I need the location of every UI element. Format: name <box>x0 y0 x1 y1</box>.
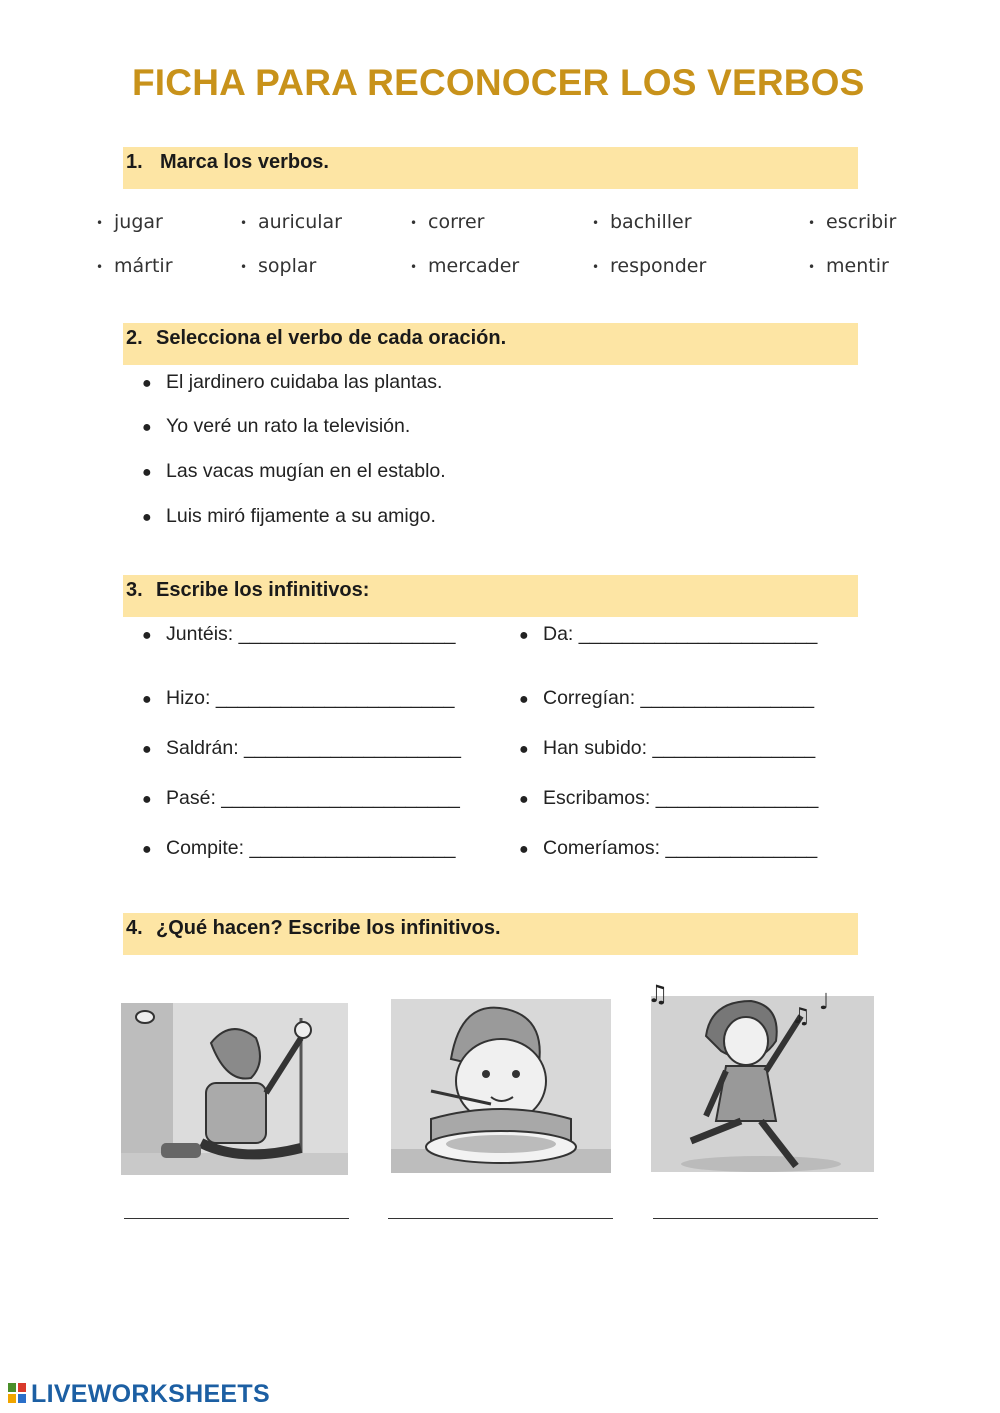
word-option[interactable]: • bachiller <box>592 211 692 233</box>
word-option[interactable]: • mercader <box>410 255 520 277</box>
sentence-item[interactable]: ● Yo veré un rato la televisión. <box>142 415 411 437</box>
infinitive-field[interactable]: ● Escribamos: _______________ <box>519 787 819 809</box>
infinitive-field[interactable]: ● Da: ______________________ <box>519 623 818 645</box>
infinitive-field[interactable]: ● Hizo: ______________________ <box>142 687 455 709</box>
word-option[interactable]: • mártir <box>96 255 173 277</box>
word-option[interactable]: • escribir <box>808 211 897 233</box>
section-1-header <box>123 147 858 189</box>
section-number: 2. <box>126 327 143 349</box>
infinitive-field[interactable]: ● Corregían: ________________ <box>519 687 815 709</box>
section-title: ¿Qué hacen? Escribe los infinitivos. <box>156 917 501 939</box>
section-number: 1. <box>126 151 143 173</box>
sentence-item[interactable]: ● Luis miró fijamente a su amigo. <box>142 505 436 527</box>
section-title: Marca los verbos. <box>160 151 329 173</box>
infinitive-field[interactable]: ● Pasé: ______________________ <box>142 787 460 809</box>
music-note-icon: ♫ <box>791 1004 811 1029</box>
eating-soup-picture <box>391 999 611 1173</box>
answer-line[interactable] <box>124 1218 349 1219</box>
measuring-picture <box>121 1003 348 1175</box>
music-note-icon: ♫ <box>647 980 669 1008</box>
word-option[interactable]: • soplar <box>240 255 317 277</box>
word-option[interactable]: • mentir <box>808 255 889 277</box>
liveworksheets-logo: LIVEWORKSHEETS <box>8 1380 270 1409</box>
answer-line[interactable] <box>653 1218 878 1219</box>
section-number: 4. <box>126 917 143 939</box>
word-option[interactable]: • auricular <box>240 211 342 233</box>
section-3-header <box>123 575 858 617</box>
word-option[interactable]: • responder <box>592 255 707 277</box>
section-2-header <box>123 323 858 365</box>
infinitive-field[interactable]: ● Juntéis: ____________________ <box>142 623 456 645</box>
word-option[interactable]: • correr <box>410 211 485 233</box>
infinitive-field[interactable]: ● Han subido: _______________ <box>519 737 816 759</box>
section-title: Escribe los infinitivos: <box>156 579 370 601</box>
dancing-picture <box>647 980 874 1172</box>
section-title: Selecciona el verbo de cada oración. <box>156 327 507 349</box>
infinitive-field[interactable]: ● Saldrán: ____________________ <box>142 737 461 759</box>
section-number: 3. <box>126 579 143 601</box>
sentence-item[interactable]: ● El jardinero cuidaba las plantas. <box>142 371 443 393</box>
answer-line[interactable] <box>388 1218 613 1219</box>
liveworksheets-icon <box>8 1381 28 1405</box>
infinitive-field[interactable]: ● Comeríamos: ______________ <box>519 837 818 859</box>
music-note-icon: ♩ <box>819 990 830 1015</box>
section-4-header <box>123 913 858 955</box>
infinitive-field[interactable]: ● Compite: ___________________ <box>142 837 456 859</box>
page-title: FICHA PARA RECONOCER LOS VERBOS <box>132 62 865 103</box>
sentence-item[interactable]: ● Las vacas mugían en el establo. <box>142 460 446 482</box>
word-option[interactable]: • jugar <box>96 211 163 233</box>
